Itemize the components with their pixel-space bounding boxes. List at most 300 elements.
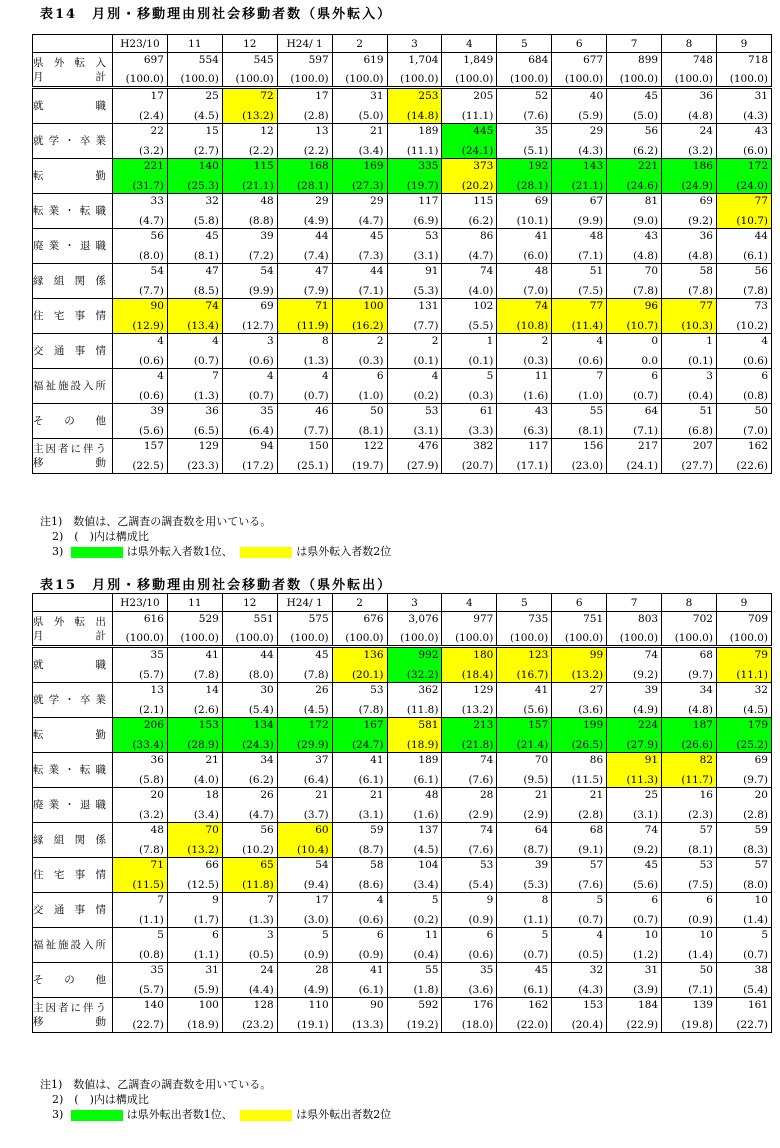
data-cell — [167, 194, 222, 229]
count-value: 137 — [418, 824, 439, 836]
data-cell — [277, 369, 332, 404]
reason-row — [33, 963, 772, 998]
count-value: 5 — [321, 929, 329, 941]
ratio-value: (7.3) — [358, 250, 384, 262]
ratio-value: (5.6) — [633, 879, 659, 891]
ratio-value: (19.7) — [406, 180, 439, 192]
data-cell — [277, 404, 332, 439]
count-value: 899 — [638, 54, 659, 66]
data-cell — [222, 369, 277, 404]
count-value: 39 — [260, 230, 274, 242]
count-value: 167 — [363, 719, 384, 731]
ratio-value: (24.0) — [736, 180, 768, 192]
count-value: 9 — [486, 894, 494, 906]
month-header: 8 — [662, 594, 717, 612]
ratio-value: (3.6) — [578, 704, 604, 716]
ratio-value: (100.0) — [509, 632, 549, 644]
data-cell — [662, 334, 717, 369]
month-header: 9 — [716, 594, 771, 612]
data-cell — [552, 753, 607, 788]
data-cell — [552, 299, 607, 334]
data-cell — [277, 53, 332, 88]
data-cell — [442, 858, 497, 893]
month-header: 8 — [662, 35, 717, 53]
count-value: 702 — [692, 613, 713, 625]
count-value: 4 — [376, 894, 384, 906]
data-cell — [607, 334, 662, 369]
ratio-value: (1.4) — [743, 914, 768, 926]
ratio-value: (100.0) — [564, 73, 604, 85]
data-cell — [222, 229, 277, 264]
ratio-value: (10.7) — [626, 320, 659, 332]
count-value: 35 — [150, 964, 164, 976]
count-value: 55 — [589, 405, 604, 417]
data-cell — [387, 369, 442, 404]
ratio-value: (13.2) — [187, 844, 219, 856]
count-value: 39 — [534, 859, 549, 871]
ratio-value: (4.5) — [303, 704, 329, 716]
count-value: 143 — [583, 160, 604, 172]
count-value: 1,849 — [463, 54, 494, 66]
count-value: 38 — [754, 964, 768, 976]
count-value: 545 — [253, 54, 274, 66]
data-cell — [662, 683, 717, 718]
data-cell — [387, 88, 442, 124]
data-cell — [387, 753, 442, 788]
row-label-line: 転業・転職 — [33, 205, 106, 217]
ratio-value: (2.8) — [303, 110, 329, 122]
count-value: 102 — [473, 300, 494, 312]
ratio-value: (7.7) — [303, 425, 329, 437]
count-value: 110 — [308, 999, 329, 1011]
count-value: 15 — [205, 125, 219, 137]
count-value: 45 — [370, 230, 384, 242]
ratio-value: (3.4) — [358, 145, 384, 157]
ratio-value: (7.1) — [578, 250, 604, 262]
count-value: 161 — [747, 999, 768, 1011]
count-value: 50 — [754, 405, 768, 417]
row-label-line: 県外転入 — [33, 56, 106, 69]
count-value: 217 — [638, 440, 659, 452]
ratio-value: (100.0) — [619, 632, 659, 644]
count-value: 7 — [596, 370, 604, 382]
count-value: 53 — [479, 859, 494, 871]
count-value: 90 — [150, 300, 164, 312]
data-cell — [222, 928, 277, 963]
ratio-value: (4.8) — [688, 250, 713, 262]
ratio-value: (20.2) — [461, 180, 494, 192]
count-value: 139 — [692, 999, 713, 1011]
data-cell — [387, 858, 442, 893]
ratio-value: (100.0) — [509, 73, 549, 85]
ratio-value: (17.2) — [242, 460, 274, 472]
ratio-value: (3.4) — [413, 879, 439, 891]
ratio-value: (100.0) — [290, 632, 329, 644]
data-cell — [222, 612, 277, 647]
data-cell — [716, 718, 771, 753]
ratio-value: (1.6) — [413, 809, 439, 821]
ratio-value: (8.7) — [358, 844, 384, 856]
ratio-value: (24.1) — [626, 460, 659, 472]
count-value: 46 — [315, 405, 329, 417]
row-label-line: 転 勤 — [33, 729, 106, 741]
month-header: 5 — [497, 35, 552, 53]
data-cell — [662, 194, 717, 229]
data-cell — [387, 647, 442, 683]
ratio-value: (0.2) — [413, 914, 439, 926]
count-value: 992 — [418, 649, 439, 661]
reason-row — [33, 124, 772, 159]
count-value: 47 — [315, 265, 329, 277]
count-value: 6 — [212, 929, 219, 941]
count-value: 592 — [418, 999, 439, 1011]
data-cell — [167, 823, 222, 858]
count-value: 8 — [541, 894, 549, 906]
reason-row — [33, 858, 772, 893]
ratio-value: (27.3) — [351, 180, 384, 192]
count-value: 56 — [260, 824, 274, 836]
table14-title: 表14 月別・移動理由別社会移動者数（県外転入） — [40, 7, 393, 22]
count-value: 77 — [699, 300, 713, 312]
ratio-value: (8.1) — [193, 250, 219, 262]
count-value: 71 — [150, 859, 164, 871]
data-cell — [497, 264, 552, 299]
count-value: 66 — [205, 859, 219, 871]
data-cell — [387, 683, 442, 718]
data-cell — [716, 124, 771, 159]
month-header: 7 — [607, 35, 662, 53]
data-cell — [332, 229, 387, 264]
count-value: 44 — [260, 649, 274, 661]
data-cell — [332, 647, 387, 683]
ratio-value: (5.9) — [193, 984, 219, 996]
row-label-line: 移 動 — [33, 457, 106, 469]
reason-row — [33, 683, 772, 718]
data-cell — [497, 683, 552, 718]
count-value: 48 — [260, 195, 274, 207]
data-cell — [552, 334, 607, 369]
data-cell — [716, 194, 771, 229]
data-cell — [167, 334, 222, 369]
ratio-value: (11.8) — [406, 704, 439, 716]
data-cell — [113, 53, 168, 88]
count-value: 13 — [150, 684, 164, 696]
data-cell — [222, 299, 277, 334]
ratio-value: (22.7) — [132, 1019, 164, 1031]
ratio-value: (5.4) — [468, 879, 494, 891]
ratio-value: (1.6) — [523, 390, 549, 402]
count-value: 35 — [534, 125, 549, 137]
data-cell — [442, 88, 497, 124]
data-cell — [277, 439, 332, 474]
ratio-value: (7.4) — [303, 250, 329, 262]
ratio-value: (5.3) — [523, 879, 549, 891]
ratio-value: (0.7) — [578, 914, 604, 926]
data-cell — [662, 998, 717, 1033]
month-header: H23/10 — [113, 594, 168, 612]
ratio-value: (28.9) — [187, 739, 219, 751]
count-value: 74 — [644, 649, 659, 661]
month-header: 12 — [222, 594, 277, 612]
count-value: 9 — [212, 894, 219, 906]
reason-row — [33, 229, 772, 264]
ratio-value: (0.6) — [139, 355, 164, 367]
data-cell — [497, 194, 552, 229]
count-value: 128 — [253, 999, 274, 1011]
data-cell — [113, 612, 168, 647]
ratio-value: (5.9) — [578, 110, 604, 122]
count-value: 104 — [418, 859, 439, 871]
data-cell — [167, 858, 222, 893]
count-value: 213 — [473, 719, 494, 731]
data-cell — [607, 88, 662, 124]
month-header: H24/ 1 — [277, 594, 332, 612]
data-cell — [716, 858, 771, 893]
ratio-value: (24.3) — [242, 739, 274, 751]
count-value: 100 — [198, 999, 219, 1011]
count-value: 335 — [418, 160, 439, 172]
data-cell — [113, 893, 168, 928]
count-value: 803 — [638, 613, 659, 625]
data-cell — [277, 718, 332, 753]
ratio-value: (20.4) — [571, 1019, 604, 1031]
count-value: 57 — [754, 859, 768, 871]
count-value: 57 — [589, 859, 604, 871]
data-cell — [442, 683, 497, 718]
count-value: 21 — [534, 789, 549, 801]
data-cell — [387, 194, 442, 229]
ratio-value: (12.9) — [132, 320, 164, 332]
data-cell — [113, 858, 168, 893]
count-value: 68 — [589, 824, 604, 836]
data-cell — [607, 753, 662, 788]
count-value: 53 — [425, 405, 439, 417]
ratio-value: (3.2) — [139, 145, 164, 157]
row-label-line: 移 動 — [33, 1016, 106, 1028]
data-cell — [497, 753, 552, 788]
data-cell — [167, 788, 222, 823]
data-cell — [387, 334, 442, 369]
count-value: 207 — [692, 440, 713, 452]
ratio-value: (0.9) — [688, 914, 713, 926]
ratio-value: (25.1) — [297, 460, 329, 472]
ratio-value: (0.1) — [413, 355, 439, 367]
data-cell — [167, 928, 222, 963]
ratio-value: (0.3) — [523, 355, 549, 367]
count-value: 5 — [761, 929, 768, 941]
count-value: 31 — [754, 90, 768, 102]
data-cell — [113, 683, 168, 718]
ratio-value: (0.5) — [578, 949, 604, 961]
table15-title: 表15 月別・移動理由別社会移動者数（県外転出） — [40, 578, 393, 593]
data-cell — [607, 369, 662, 404]
ratio-value: (4.8) — [633, 250, 659, 262]
ratio-value: (9.2) — [688, 215, 713, 227]
ratio-value: (16.2) — [351, 320, 384, 332]
data-cell — [167, 88, 222, 124]
note-3-green-text: は県外転入者数1位、 — [126, 545, 233, 558]
ratio-value: (4.7) — [139, 215, 164, 227]
count-value: 70 — [534, 754, 549, 766]
row-label-line: 住宅事情 — [33, 869, 106, 881]
ratio-value: (8.5) — [193, 285, 219, 297]
row-label — [33, 753, 113, 788]
reason-row — [33, 753, 772, 788]
count-value: 551 — [253, 613, 274, 625]
ratio-value: (1.1) — [193, 949, 219, 961]
ratio-value: (3.0) — [303, 914, 329, 926]
count-value: 382 — [473, 440, 494, 452]
ratio-value: (5.4) — [248, 704, 274, 716]
ratio-value: (100.0) — [455, 632, 494, 644]
total-row — [33, 53, 772, 88]
count-value: 476 — [418, 440, 439, 452]
count-value: 48 — [589, 230, 604, 242]
count-value: 56 — [150, 230, 164, 242]
total-row — [33, 612, 772, 647]
ratio-value: (13.4) — [187, 320, 219, 332]
ratio-value: (1.3) — [193, 390, 219, 402]
count-value: 6 — [761, 370, 768, 382]
data-cell — [387, 404, 442, 439]
count-value: 36 — [699, 230, 713, 242]
count-value: 187 — [692, 719, 713, 731]
data-cell — [497, 299, 552, 334]
note-3-prefix: 3) — [52, 1108, 64, 1121]
ratio-value: (10.1) — [516, 215, 549, 227]
data-cell — [552, 963, 607, 998]
ratio-value: (10.7) — [736, 215, 768, 227]
ratio-value: (7.6) — [468, 774, 494, 786]
count-value: 115 — [253, 160, 274, 172]
ratio-value: (18.9) — [406, 739, 439, 751]
table14-notes — [40, 514, 391, 559]
data-cell — [167, 718, 222, 753]
ratio-value: (4.5) — [413, 844, 439, 856]
ratio-value: (3.2) — [139, 809, 164, 821]
data-cell — [552, 229, 607, 264]
count-value: 156 — [583, 440, 604, 452]
data-cell — [387, 264, 442, 299]
count-value: 17 — [150, 90, 164, 102]
ratio-value: (22.7) — [736, 1019, 768, 1031]
data-cell — [167, 264, 222, 299]
data-cell — [662, 404, 717, 439]
count-value: 10 — [644, 929, 659, 941]
data-cell — [607, 159, 662, 194]
ratio-value: (5.7) — [139, 984, 164, 996]
count-value: 129 — [198, 440, 219, 452]
ratio-value: (8.8) — [248, 215, 274, 227]
ratio-value: (100.0) — [235, 73, 274, 85]
ratio-value: (4.7) — [468, 250, 494, 262]
ratio-value: (6.9) — [413, 215, 439, 227]
ratio-value: (33.4) — [132, 739, 164, 751]
data-cell — [332, 88, 387, 124]
ratio-value: (27.9) — [406, 460, 439, 472]
data-cell — [662, 159, 717, 194]
ratio-value: (7.5) — [688, 879, 713, 891]
count-value: 47 — [205, 265, 219, 277]
data-cell — [222, 194, 277, 229]
count-value: 150 — [308, 440, 329, 452]
note-3 — [40, 544, 391, 559]
data-cell — [277, 194, 332, 229]
data-cell — [552, 718, 607, 753]
count-value: 373 — [473, 160, 494, 172]
data-cell — [662, 928, 717, 963]
ratio-value: (100.0) — [564, 632, 604, 644]
data-cell — [332, 264, 387, 299]
data-cell — [607, 404, 662, 439]
note-1: 注1) 数値は、乙調査の調査数を用いている。 — [40, 1078, 272, 1091]
ratio-value: (100.0) — [125, 73, 164, 85]
ratio-value: (22.6) — [736, 460, 768, 472]
ratio-value: (8.6) — [358, 879, 384, 891]
month-header: 5 — [497, 594, 552, 612]
ratio-value: (100.0) — [345, 632, 384, 644]
data-cell — [607, 998, 662, 1033]
row-label — [33, 53, 113, 88]
data-cell — [497, 612, 552, 647]
count-value: 6 — [376, 370, 384, 382]
table15 — [32, 593, 772, 1033]
count-value: 21 — [205, 754, 219, 766]
count-value: 59 — [370, 824, 384, 836]
count-value: 36 — [150, 754, 164, 766]
ratio-value: (0.1) — [468, 355, 494, 367]
ratio-value: (24.1) — [461, 145, 494, 157]
data-cell — [607, 647, 662, 683]
data-cell — [662, 893, 717, 928]
data-cell — [497, 998, 552, 1033]
count-value: 20 — [150, 789, 164, 801]
data-cell — [716, 928, 771, 963]
data-cell — [552, 264, 607, 299]
count-value: 48 — [534, 265, 549, 277]
ratio-value: (100.0) — [235, 632, 274, 644]
ratio-value: (21.1) — [571, 180, 604, 192]
data-cell — [222, 334, 277, 369]
month-header: 6 — [552, 35, 607, 53]
count-value: 362 — [418, 684, 439, 696]
count-value: 221 — [638, 160, 659, 172]
count-value: 157 — [143, 440, 164, 452]
data-cell — [442, 229, 497, 264]
count-value: 69 — [534, 195, 549, 207]
data-cell — [387, 229, 442, 264]
data-cell — [222, 53, 277, 88]
ratio-value: (21.8) — [461, 739, 494, 751]
data-cell — [332, 928, 387, 963]
data-cell — [716, 159, 771, 194]
count-value: 69 — [260, 300, 274, 312]
count-value: 58 — [699, 265, 713, 277]
ratio-value: (24.6) — [626, 180, 659, 192]
month-header: H24/ 1 — [277, 35, 332, 53]
ratio-value: (11.5) — [571, 774, 604, 786]
data-cell — [662, 753, 717, 788]
row-label-line: そ の 他 — [33, 415, 106, 427]
count-value: 39 — [644, 684, 659, 696]
ratio-value: (9.4) — [303, 879, 329, 891]
data-cell — [277, 963, 332, 998]
data-cell — [442, 53, 497, 88]
data-cell — [662, 439, 717, 474]
data-cell — [442, 998, 497, 1033]
count-value: 64 — [534, 824, 549, 836]
reason-row — [33, 404, 772, 439]
